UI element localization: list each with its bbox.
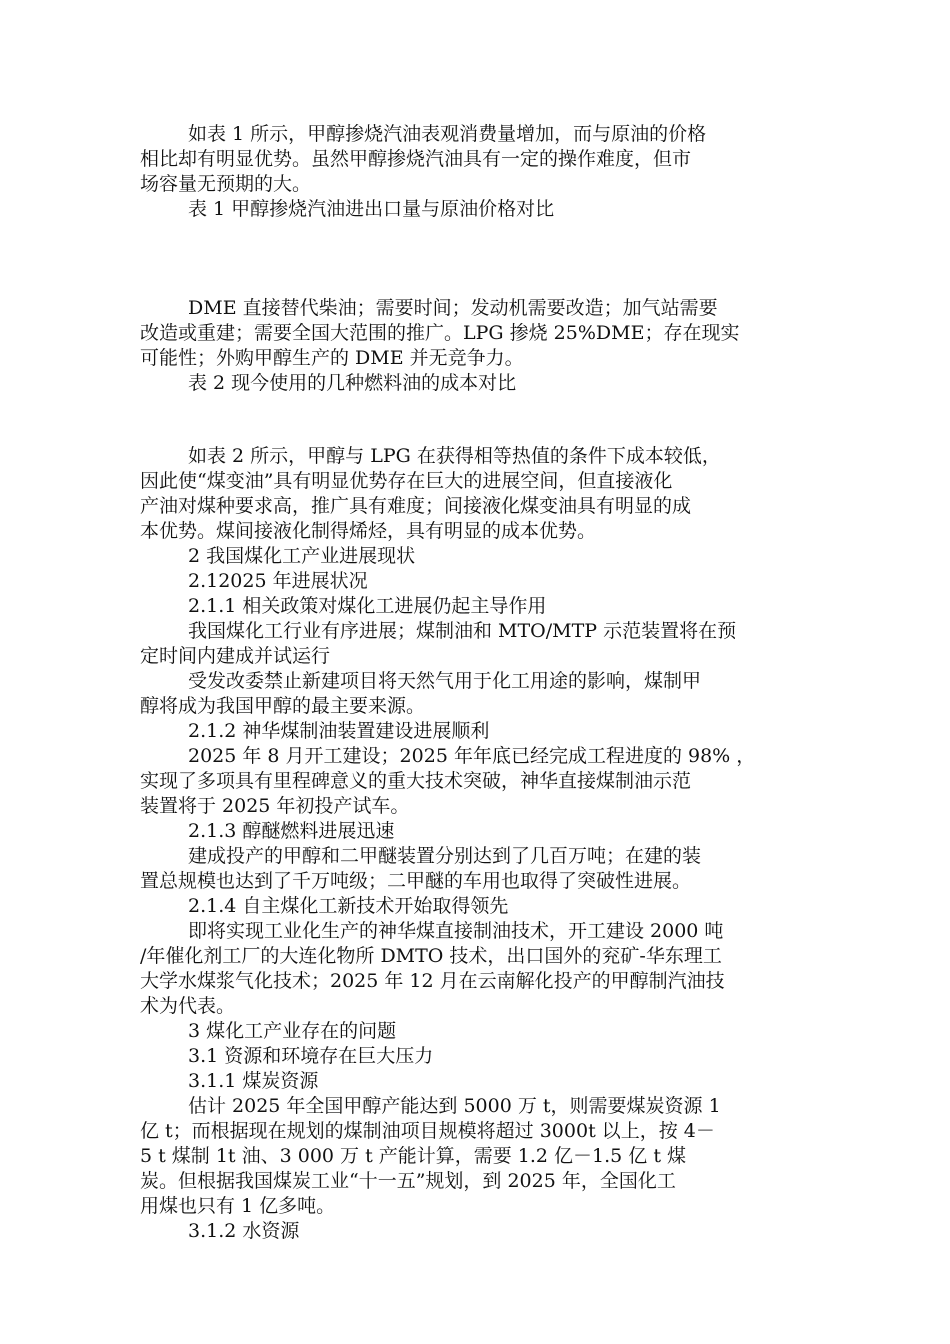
section-heading: 2.1.4 自主煤化工新技术开始取得领先 bbox=[188, 895, 509, 917]
section-heading: 2.1.1 相关政策对煤化工进展仍起主导作用 bbox=[188, 595, 547, 617]
table-placeholder bbox=[140, 222, 820, 296]
paragraph-line: 大学水煤浆气化技术；2025 年 12 月在云南解化投产的甲醇制汽油技 bbox=[140, 970, 725, 992]
section-heading: 2.1.2 神华煤制油装置建设进展顺利 bbox=[188, 720, 490, 742]
paragraph-line: 实现了多项具有里程碑意义的重大技术突破，神华直接煤制油示范 bbox=[140, 770, 692, 792]
table-caption: 表 2 现今使用的几种燃料油的成本对比 bbox=[188, 372, 517, 394]
paragraph-line: 我国煤化工行业有序进展；煤制油和 MTO/MTP 示范装置将在预 bbox=[188, 620, 737, 642]
paragraph-line: 即将实现工业化生产的神华煤直接制油技术，开工建设 2000 吨 bbox=[188, 920, 724, 942]
paragraph-line: DME 直接替代柴油；需要时间；发动机需要改造；加气站需要 bbox=[188, 297, 718, 319]
paragraph-line: 如表 2 所示，甲醇与 LPG 在获得相等热值的条件下成本较低， bbox=[188, 445, 721, 467]
paragraph-line: 2025 年 8 月开工建设；2025 年年底已经完成工程进度的 98% ， bbox=[188, 745, 756, 767]
paragraph-line: 炭。但根据我国煤炭工业“十一五”规划，到 2025 年，全国化工 bbox=[140, 1170, 676, 1192]
paragraph-line: 本优势。煤间接液化制得烯烃，具有明显的成本优势。 bbox=[140, 520, 597, 542]
section-heading: 2 我国煤化工产业进展现状 bbox=[188, 545, 416, 567]
paragraph-line: 受发改委禁止新建项目将天然气用于化工用途的影响，煤制甲 bbox=[188, 670, 702, 692]
paragraph-line: 醇将成为我国甲醇的最主要来源。 bbox=[140, 695, 426, 717]
paragraph-line: 如表 1 所示，甲醇掺烧汽油表观消费量增加，而与原油的价格 bbox=[188, 123, 707, 145]
section-heading: 3.1 资源和环境存在巨大压力 bbox=[188, 1045, 434, 1067]
paragraph-line: 建成投产的甲醇和二甲醚装置分别达到了几百万吨；在建的装 bbox=[188, 845, 702, 867]
paragraph-line: 估计 2025 年全国甲醇产能达到 5000 万 t，则需要煤炭资源 1 bbox=[188, 1095, 721, 1117]
paragraph-line: /年催化剂工厂的大连化物所 DMTO 技术，出口国外的兖矿-华东理工 bbox=[140, 945, 722, 967]
paragraph-line: 定时间内建成并试运行 bbox=[140, 645, 331, 667]
paragraph-line: 用煤也只有 1 亿多吨。 bbox=[140, 1195, 336, 1217]
paragraph-line: 场容量无预期的大。 bbox=[140, 173, 312, 195]
table-placeholder bbox=[140, 396, 820, 444]
table-caption: 表 1 甲醇掺烧汽油进出口量与原油价格对比 bbox=[188, 198, 555, 220]
paragraph-line: 装置将于 2025 年初投产试车。 bbox=[140, 795, 410, 817]
section-heading: 2.1.3 醇醚燃料进展迅速 bbox=[188, 820, 395, 842]
section-heading: 3.1.2 水资源 bbox=[188, 1220, 300, 1242]
paragraph-line: 产油对煤种要求高，推广具有难度；间接液化煤变油具有明显的成 bbox=[140, 495, 692, 517]
paragraph-line: 因此使“煤变油”具有明显优势存在巨大的进展空间，但直接液化 bbox=[140, 470, 673, 492]
paragraph-line: 术为代表。 bbox=[140, 995, 236, 1017]
document-body bbox=[140, 122, 820, 1244]
paragraph-line: 亿 t；而根据现在规划的煤制油项目规模将超过 3000t 以上，按 4－ bbox=[140, 1120, 715, 1142]
section-heading: 3.1.1 煤炭资源 bbox=[188, 1070, 319, 1092]
paragraph-line: 改造或重建；需要全国大范围的推广。LPG 掺烧 25%DME；存在现实 bbox=[140, 322, 740, 344]
section-heading: 2.12025 年进展状况 bbox=[188, 570, 368, 592]
paragraph-line: 置总规模也达到了千万吨级；二甲醚的车用也取得了突破性进展。 bbox=[140, 870, 692, 892]
paragraph-line: 5 t 煤制 1t 油、3 000 万 t 产能计算，需要 1.2 亿－1.5 亿 t 煤 bbox=[140, 1145, 687, 1167]
paragraph-line: 相比却有明显优势。虽然甲醇掺烧汽油具有一定的操作难度，但市 bbox=[140, 148, 692, 170]
paragraph-line: 可能性；外购甲醇生产的 DME 并无竞争力。 bbox=[140, 347, 524, 369]
section-heading: 3 煤化工产业存在的问题 bbox=[188, 1020, 397, 1042]
